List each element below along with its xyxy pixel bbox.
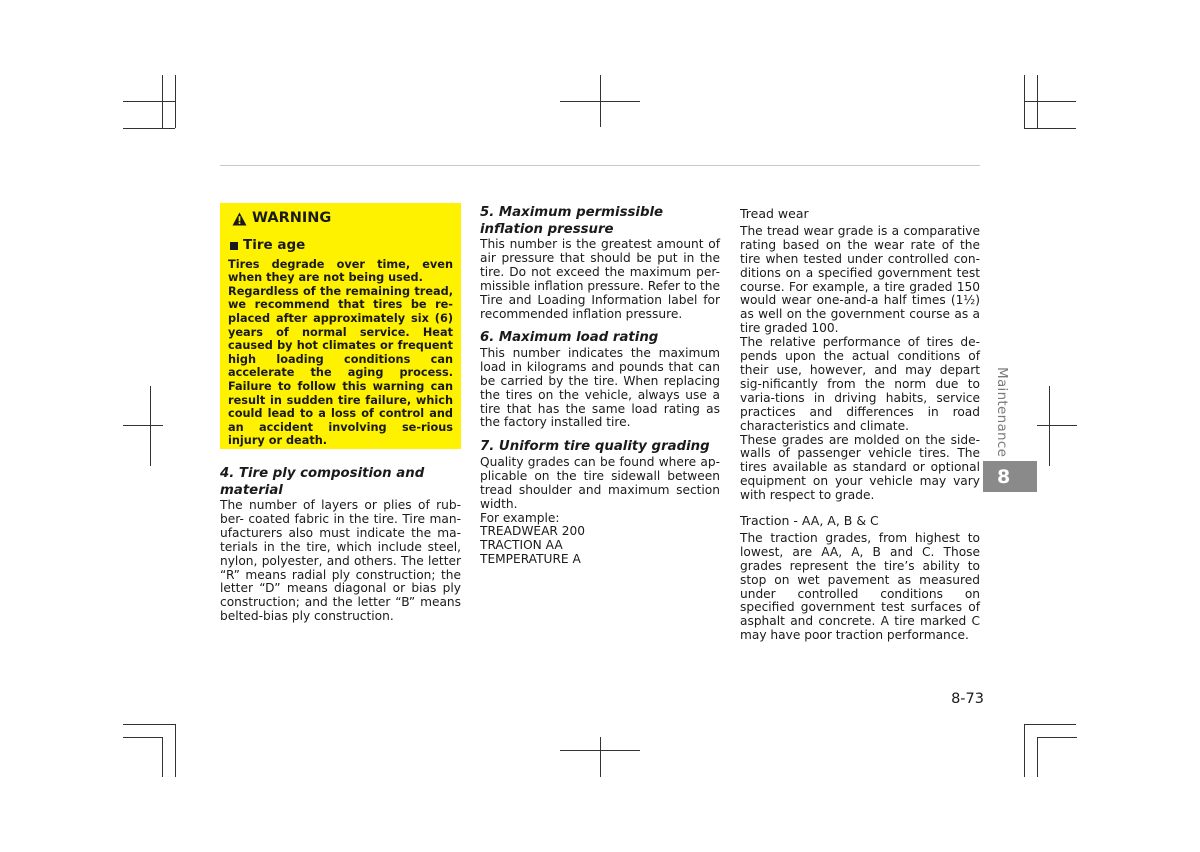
crop-mark <box>123 101 175 102</box>
crop-mark <box>1037 75 1038 128</box>
crop-mark <box>123 128 175 129</box>
warning-text: Regardless of the remaining tread, we recommend that tires be re-placed after approximately six (6) years of normal service. Heat caused by hot climates or frequent high loading conditions can accelerate the aging process. Failure to follow this warning can result in sudden tire failure, which could lead to a loss of control and an accident involving se-rious injury or death. <box>228 284 453 448</box>
crop-mark <box>1024 724 1076 725</box>
warning-box <box>220 203 461 449</box>
crop-mark <box>1037 737 1038 777</box>
section-body: Quality grades can be found where ap-plicable on the tire sidewall between tread shoulder and maximum section width. <box>480 454 720 511</box>
section-body: The number of layers or plies of rub-ber- coated fabric in the tire. Tire man-ufacturers also must indicate the ma-terials in the tire, which include steel, nylon, polyester, and others. The letter “R” means radial ply construction; the letter “D” means diagonal or bias ply construction; and the letter “B” means belted-bias ply construction. <box>220 498 461 624</box>
section-body: These grades are molded on the side-walls of passenger vehicle tires. The tires available as standard or optional equipment on your vehicle may vary with respect to grade. <box>740 432 980 503</box>
crop-mark <box>175 75 176 128</box>
crop-mark <box>1024 75 1025 128</box>
example-line: TEMPERATURE A <box>480 552 581 567</box>
subsection-heading: Tread wear <box>740 206 809 221</box>
warning-heading <box>232 212 453 226</box>
subsection-heading: Traction - AA, A, B & C <box>740 513 879 529</box>
crop-mark <box>162 75 163 128</box>
section-heading: 5. Maximum permissible inflation pressure <box>480 205 664 237</box>
crop-mark <box>162 737 163 777</box>
section-body: The tread wear grade is a comparative rating based on the wear rate of the tire when tested under controlled con-ditions on a specified government test course. For example, a tire graded 150 would wear one-and-a half times (1½) as well on the government course as a tire graded 100. <box>740 223 980 336</box>
section-heading: 4. Tire ply composition and material <box>220 466 425 498</box>
warning-subheading <box>230 239 453 253</box>
example-line: TRACTION AA <box>480 538 563 553</box>
warning-triangle-icon <box>232 212 247 226</box>
section-heading: 7. Uniform tire quality grading <box>480 439 710 455</box>
section-body: The relative performance of tires de-pends upon the actual conditions of their use, however, and may depart sig-nificantly from the norm due to varia-tions in driving habits, service practices and differences in road characteristics and climate. <box>740 335 980 433</box>
crop-mark <box>175 724 176 777</box>
crop-mark <box>123 724 175 725</box>
section-heading: 6. Maximum load rating <box>480 330 659 346</box>
crop-mark <box>1024 101 1076 102</box>
crop-mark <box>123 737 163 738</box>
page-number: 8-73 <box>951 691 984 707</box>
header-rule <box>220 165 980 166</box>
crop-mark <box>123 425 163 426</box>
column-left <box>220 203 461 624</box>
column-right <box>740 207 980 643</box>
column-middle <box>480 205 720 567</box>
crop-mark <box>150 386 151 466</box>
crop-mark <box>1024 724 1025 777</box>
crop-mark <box>1049 386 1050 466</box>
chapter-tab-label: Maintenance <box>994 367 1010 458</box>
crop-mark <box>1024 128 1076 129</box>
crop-mark <box>600 737 601 777</box>
chapter-tab <box>983 461 1037 492</box>
section-body: The traction grades, from highest to lowest, are AA, A, B and C. Those grades represent the tire’s ability to stop on wet pavement as measured under controlled conditions on specified government test surfaces of asphalt and concrete. A tire marked C may have poor traction performance. <box>740 530 980 643</box>
section-body: This number is the greatest amount of air pressure that should be put in the tire. Do not exceed the maximum per-missible inflation pressure. Refer to the Tire and Loading Information label for recommended inflation pressure. <box>480 237 720 321</box>
square-bullet-icon <box>230 242 238 250</box>
chapter-number: 8 <box>997 465 1011 488</box>
crop-mark <box>600 75 601 127</box>
crop-mark <box>1037 425 1077 426</box>
warning-subtitle: Tire age <box>243 237 306 253</box>
warning-text: Tires degrade over time, even when they are not being used. <box>228 257 453 285</box>
example-label: For example: <box>480 510 560 525</box>
crop-mark <box>1037 737 1077 738</box>
section-body: This number indicates the maximum load in kilograms and pounds that can be carried by the tire. When replacing the tires on the vehicle, always use a tire that has the same load rating as the factory installed tire. <box>480 345 720 430</box>
warning-title: WARNING <box>252 210 332 227</box>
example-line: TREADWEAR 200 <box>480 524 586 539</box>
